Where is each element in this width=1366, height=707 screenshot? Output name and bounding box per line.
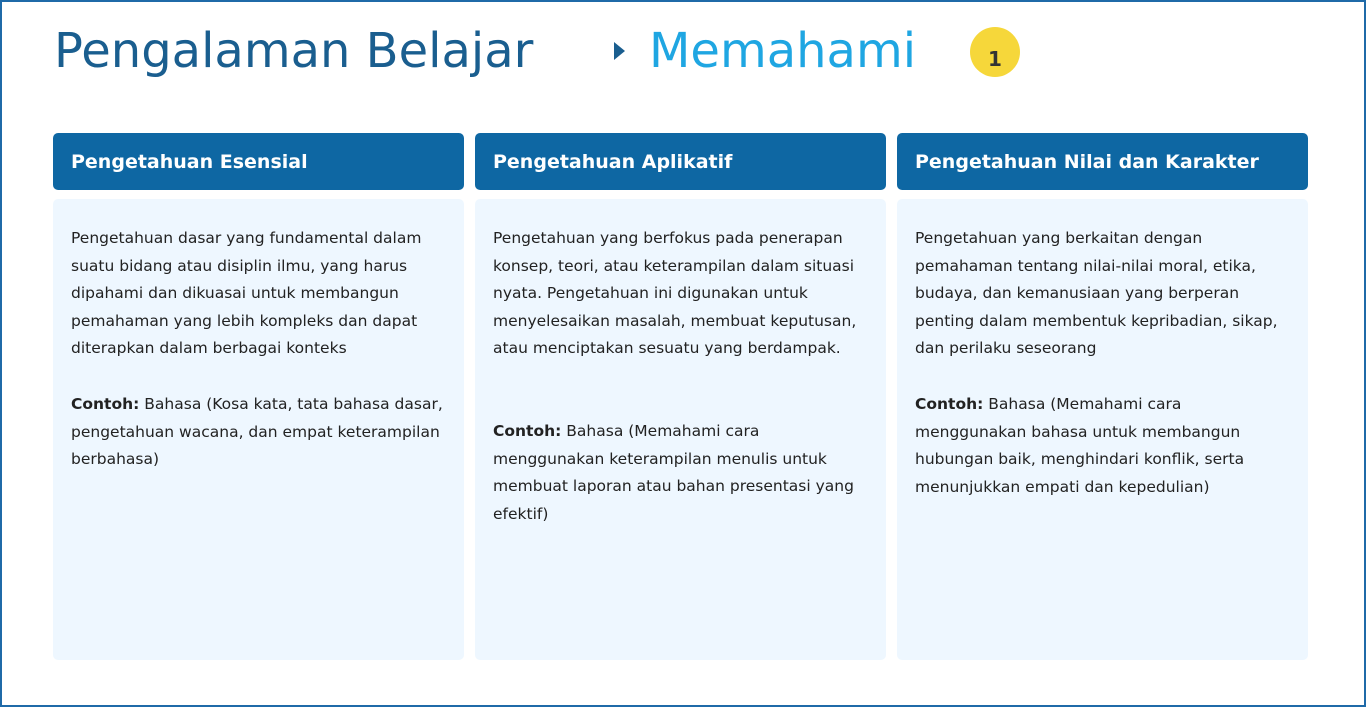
step-number-badge: 1	[970, 27, 1020, 77]
card-body	[475, 199, 886, 660]
card-header: Pengetahuan Nilai dan Karakter	[897, 133, 1308, 190]
card-body	[897, 199, 1308, 660]
card-example	[493, 418, 870, 528]
example-text: Bahasa (Memahami cara menggunakan bahasa untuk membangun hubungan baik, menghindari konflik, serta menunjukkan empati dan kepedulian)	[915, 395, 1245, 496]
card-description: Pengetahuan yang berfokus pada penerapan konsep, teori, atau keterampilan dalam situasi nyata. Pengetahuan ini digunakan untuk menyelesaikan masalah, membuat keputusan, atau menciptakan sesuatu yang berdampak.	[493, 229, 857, 357]
card-applied-knowledge	[475, 133, 886, 660]
card-essential-knowledge	[53, 133, 464, 660]
triangle-right-icon	[614, 42, 625, 60]
card-values-character-knowledge	[897, 133, 1308, 660]
section-title: Memahami	[649, 23, 917, 79]
example-label: Contoh:	[71, 395, 140, 413]
card-description: Pengetahuan yang berkaitan dengan pemahaman tentang nilai-nilai moral, etika, budaya, dan kemanusiaan yang berperan penting dalam membentuk kepribadian, sikap, dan perilaku seseorang	[915, 229, 1278, 357]
card-header: Pengetahuan Aplikatif	[475, 133, 886, 190]
example-label: Contoh:	[493, 422, 562, 440]
example-label: Contoh:	[915, 395, 984, 413]
card-body	[53, 199, 464, 660]
card-example	[71, 391, 448, 474]
example-text: Bahasa (Kosa kata, tata bahasa dasar, pengetahuan wacana, dan empat keterampilan berbahasa)	[71, 395, 443, 468]
card-example	[915, 391, 1292, 501]
card-header: Pengetahuan Esensial	[53, 133, 464, 190]
example-text: Bahasa (Memahami cara menggunakan keterampilan menulis untuk membuat laporan atau bahan presentasi yang efektif)	[493, 422, 854, 523]
page-title: Pengalaman Belajar	[54, 23, 534, 79]
breadcrumb	[614, 20, 916, 82]
card-description: Pengetahuan dasar yang fundamental dalam suatu bidang atau disiplin ilmu, yang harus dipahami dan dikuasai untuk membangun pemahaman yang lebih kompleks dan dapat diterapkan dalam berbagai konteks	[71, 229, 422, 357]
